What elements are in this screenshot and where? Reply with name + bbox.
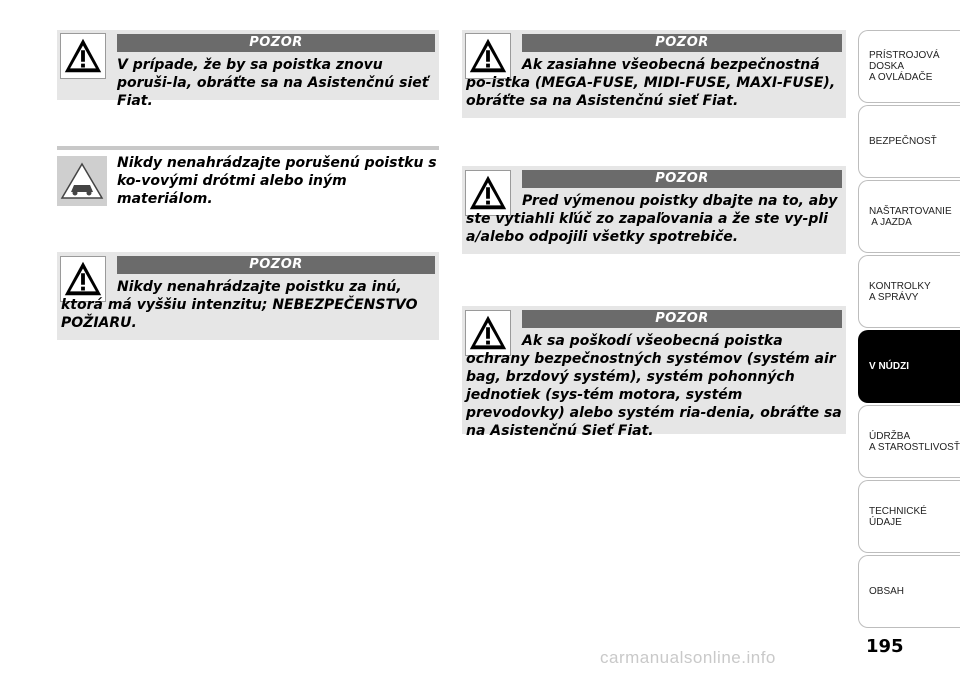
warning-title: POZOR — [522, 170, 842, 188]
tab-label: BEZPEČNOSŤ — [869, 136, 937, 147]
warning-text: V prípade, že by sa poistka znovu poruši-la, obráťte sa na Asistenčnú sieť Fiat. — [117, 57, 429, 109]
warning-text: Ak sa poškodí všeobecná poistka ochrany bezpečnostných systémov (systém air bag, brzdový systém), systém pohonných jednotiek (sys-tém motora, systém prevodovky) alebo systém ria-denia, obráťte sa na Asistenčnú Sieť Fiat. — [466, 333, 842, 439]
tab-obsah[interactable] — [858, 555, 960, 628]
tab-label: A JAZDA — [869, 216, 912, 228]
tab-label: A STAROSTLIVOSŤ — [869, 441, 960, 453]
warning-title: POZOR — [522, 34, 842, 52]
tab-v-nudzi[interactable] — [858, 330, 960, 403]
tab-bezpecnost[interactable] — [858, 105, 960, 178]
tab-label: TECHNICKÉ ÚDAJE — [869, 505, 927, 528]
tab-label: KONTROLKY — [869, 280, 931, 292]
page-number: 195 — [866, 636, 904, 657]
car-info-icon — [57, 156, 107, 206]
warning-box — [462, 306, 846, 439]
warning-triangle-icon — [60, 33, 106, 79]
tab-udrzba[interactable] — [858, 405, 960, 478]
warning-box — [57, 252, 439, 340]
tab-technicke-udaje[interactable] — [858, 480, 960, 553]
warning-text: Pred výmenou poistky dbajte na to, aby ste vytiahli kľúč zo zapaľovania a že ste vy-pli a/alebo odpojili všetky spotrebiče. — [466, 193, 838, 245]
warning-box — [57, 30, 439, 109]
tab-kontrolky[interactable] — [858, 255, 960, 328]
warning-box — [462, 30, 846, 118]
watermark: carmanualsonline.info — [600, 648, 776, 667]
warning-title: POZOR — [117, 256, 435, 274]
tab-label: A SPRÁVY — [869, 291, 919, 303]
divider — [57, 146, 439, 150]
tab-label: DOSKA — [869, 61, 905, 72]
warning-text: Ak zasiahne všeobecná bezpečnostná po-istka (MEGA-FUSE, MIDI-FUSE, MAXI-FUSE), obráťte sa na Asistenčnú sieť Fiat. — [466, 57, 836, 109]
tab-label: NAŠTARTOVANIE — [869, 205, 952, 217]
tab-nastartovanie[interactable] — [858, 180, 960, 253]
info-text: Nikdy nenahrádzajte porušenú poistku s ko-vovými drótmi alebo iným materiálom. — [117, 155, 437, 207]
tab-label: ÚDRŽBA — [869, 430, 911, 442]
warning-text: Nikdy nenahrádzajte poistku za inú, ktorá má vyššiu intenzitu; NEBEZPEČENSTVO POŽIARU. — [61, 279, 418, 331]
warning-box — [462, 166, 846, 254]
tab-label: PRÍSTROJOVÁ — [869, 50, 940, 61]
warning-title: POZOR — [522, 310, 842, 328]
tab-label: OBSAH — [869, 586, 905, 597]
tab-label: A OVLÁDAČE — [869, 72, 933, 83]
tab-pristrojova-doska[interactable] — [858, 30, 960, 103]
warning-title: POZOR — [117, 34, 435, 52]
info-box — [57, 146, 439, 206]
tab-label: V NÚDZI — [869, 361, 909, 372]
